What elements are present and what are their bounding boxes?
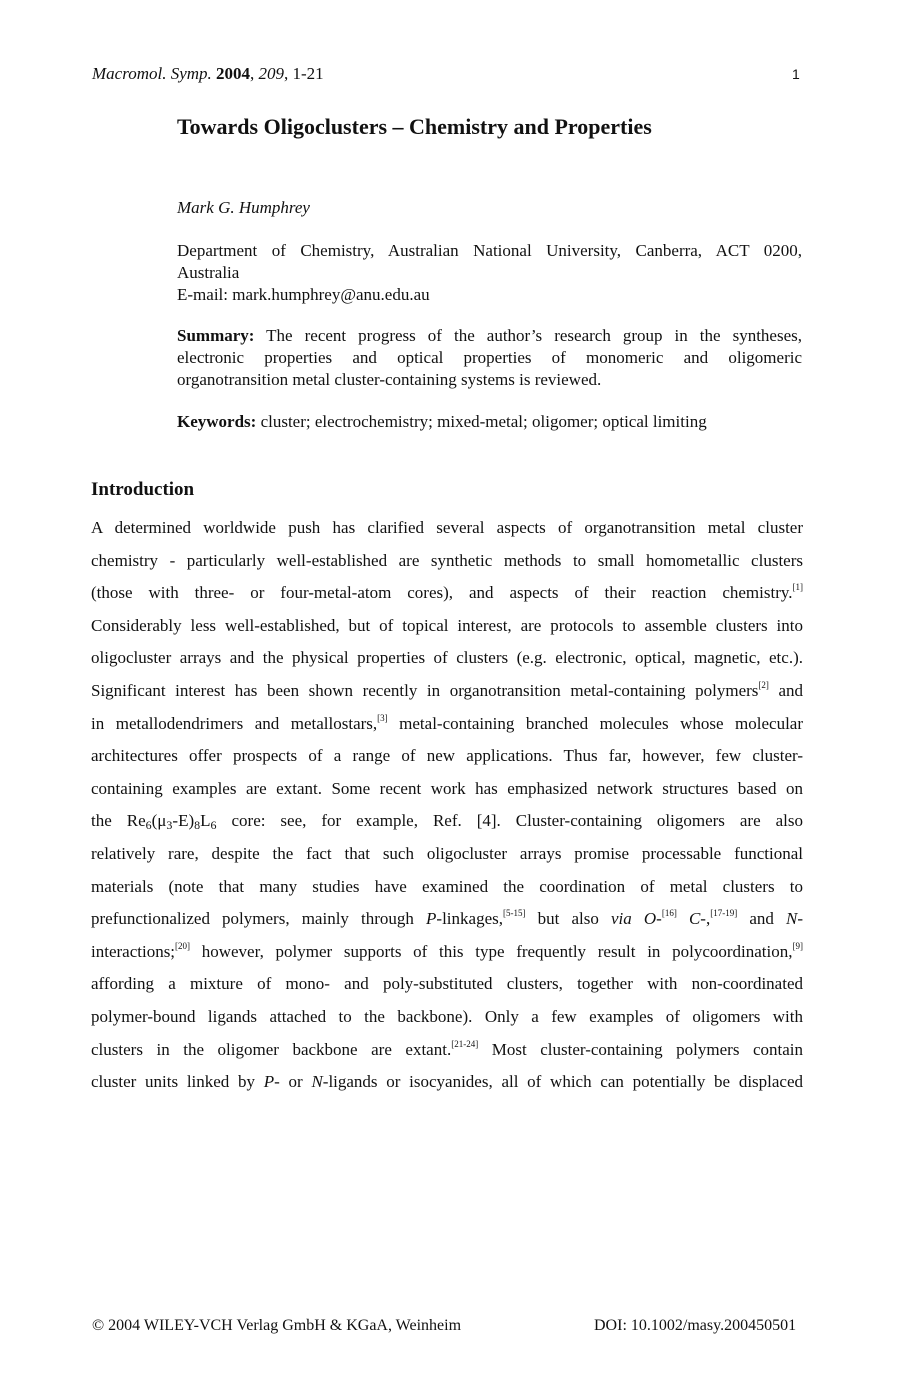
body-text-run: -ligands or isocyanides, all of which can potentially be displaced xyxy=(322,1072,804,1092)
body-text-run: but also xyxy=(525,909,611,929)
body-line xyxy=(91,903,803,936)
body-text xyxy=(91,512,803,1099)
body-text-run: - xyxy=(797,909,804,929)
body-text-run: -linkages, xyxy=(436,909,503,929)
body-line: architectures offer prospects of a range of new applications. Thus far, however, few cluster- xyxy=(91,746,803,766)
keywords-text: cluster; electrochemistry; mixed-metal; oligomer; optical limiting xyxy=(260,412,707,431)
italic-term: via xyxy=(610,909,632,929)
italic-term: O xyxy=(631,909,657,929)
body-line xyxy=(91,936,803,969)
author-name: Mark G. Humphrey xyxy=(177,198,310,217)
body-line xyxy=(91,1034,803,1067)
citation-ref[interactable]: [21-24] xyxy=(451,1038,479,1049)
body-line xyxy=(91,675,803,708)
body-text-run: interactions; xyxy=(91,941,176,961)
italic-term: N xyxy=(786,909,798,929)
summary-block xyxy=(177,325,802,391)
affiliation-line: Department of Chemistry, Australian National University, Canberra, ACT 0200, xyxy=(177,241,802,260)
body-text-run: the Re xyxy=(91,811,146,831)
body-text-run: cluster units linked by xyxy=(91,1072,264,1092)
body-line: relatively rare, despite the fact that such oligocluster arrays promise processable functional xyxy=(91,843,803,863)
citation-ref[interactable]: [2] xyxy=(758,679,769,690)
journal-volume: 209 xyxy=(258,64,285,83)
body-text-run: and xyxy=(737,909,787,929)
body-text-run: Significant interest has been shown recently in organotransition metal-containing polymers xyxy=(91,680,759,700)
body-text-run: -E) xyxy=(172,811,195,831)
body-line: Considerably less well-established, but of topical interest, are protocols to assemble clusters into xyxy=(91,615,803,635)
summary-line: electronic properties and optical properties of monomeric and oligomeric xyxy=(177,348,802,367)
citation-ref[interactable]: [17-19] xyxy=(710,908,738,919)
body-line: oligocluster arrays and the physical properties of clusters (e.g. electronic, optical, magnetic, etc.). xyxy=(91,648,803,668)
subscript: 3 xyxy=(166,818,173,833)
body-line: containing examples are extant. Some recent work has emphasized network structures based on xyxy=(91,778,803,798)
body-text-run: metal-containing branched molecules whose molecular xyxy=(387,713,804,733)
body-text-run: Most cluster-containing polymers contain xyxy=(478,1039,804,1059)
citation-ref[interactable]: [1] xyxy=(792,582,803,593)
body-line xyxy=(91,1066,803,1099)
paper-title: Towards Oligoclusters – Chemistry and Properties xyxy=(177,114,652,139)
body-text-run: prefunctionalized polymers, mainly through xyxy=(91,909,427,929)
body-text-run: however, polymer supports of this type frequently result in polycoordination, xyxy=(190,941,793,961)
body-line: chemistry - particularly well-established are synthetic methods to small homometallic clusters xyxy=(91,550,803,570)
body-text-run: -, xyxy=(700,909,711,929)
italic-term: N xyxy=(311,1072,323,1092)
doi-label[interactable]: DOI: 10.1002/masy.200450501 xyxy=(594,1317,797,1334)
journal-pages: 1-21 xyxy=(292,64,324,83)
summary-line: organotransition metal cluster-containing systems is reviewed. xyxy=(177,370,602,389)
body-line: affording a mixture of mono- and poly-substituted clusters, together with non-coordinated xyxy=(91,974,803,994)
journal-year: 2004 xyxy=(216,64,251,83)
author-email: E-mail: mark.humphrey@anu.edu.au xyxy=(177,285,430,304)
page-number: 1 xyxy=(792,66,800,82)
body-line: materials (note that many studies have examined the coordination of metal clusters to xyxy=(91,876,803,896)
body-text-run: - or xyxy=(274,1072,312,1092)
citation-ref[interactable]: [3] xyxy=(377,712,388,723)
body-line: polymer-bound ligands attached to the backbone). Only a few examples of oligomers with xyxy=(91,1006,803,1026)
summary-text: The recent progress of the author’s research group in the syntheses, xyxy=(266,326,802,345)
subscript: 8 xyxy=(194,818,201,833)
keywords xyxy=(177,412,802,432)
journal-name: Macromol. Symp. xyxy=(92,64,212,83)
affiliation xyxy=(177,240,802,306)
subscript: 6 xyxy=(210,818,217,833)
body-text-run: (μ xyxy=(151,811,167,831)
keywords-label: Keywords: xyxy=(177,412,257,431)
body-text-run: - xyxy=(656,909,662,929)
body-text-run: and xyxy=(768,680,804,700)
body-line xyxy=(91,805,803,838)
body-line xyxy=(91,577,803,610)
body-line xyxy=(91,708,803,741)
citation-ref[interactable]: [5-15] xyxy=(503,908,526,919)
citation-ref[interactable]: [9] xyxy=(792,940,803,951)
body-text-run: (those with three- or four-metal-atom cores), and aspects of their reaction chemistry. xyxy=(91,583,793,603)
body-text-run: L xyxy=(200,811,211,831)
citation-ref[interactable]: [16] xyxy=(661,908,677,919)
italic-term: P xyxy=(263,1072,275,1092)
affiliation-line: Australia xyxy=(177,263,240,282)
subscript: 6 xyxy=(145,818,152,833)
body-text-run: clusters in the oligomer backbone are extant. xyxy=(91,1039,452,1059)
body-text-run: in metallodendrimers and metallostars, xyxy=(91,713,378,733)
journal-citation: Macromol. Symp. 2004, 209, 1-21 xyxy=(92,64,324,83)
italic-term: C xyxy=(676,909,701,929)
summary-line xyxy=(177,325,802,347)
italic-term: P xyxy=(426,909,437,929)
section-heading: Introduction xyxy=(91,479,195,500)
body-line: A determined worldwide push has clarified several aspects of organotransition metal cluster xyxy=(91,518,803,537)
body-text-run: core: see, for example, Ref. [4]. Cluster-containing oligomers are also xyxy=(216,811,803,831)
citation-ref[interactable]: [20] xyxy=(175,940,191,951)
summary-label: Summary: xyxy=(177,326,255,345)
copyright-notice: © 2004 WILEY-VCH Verlag GmbH & KGaA, Weinheim xyxy=(92,1317,462,1334)
